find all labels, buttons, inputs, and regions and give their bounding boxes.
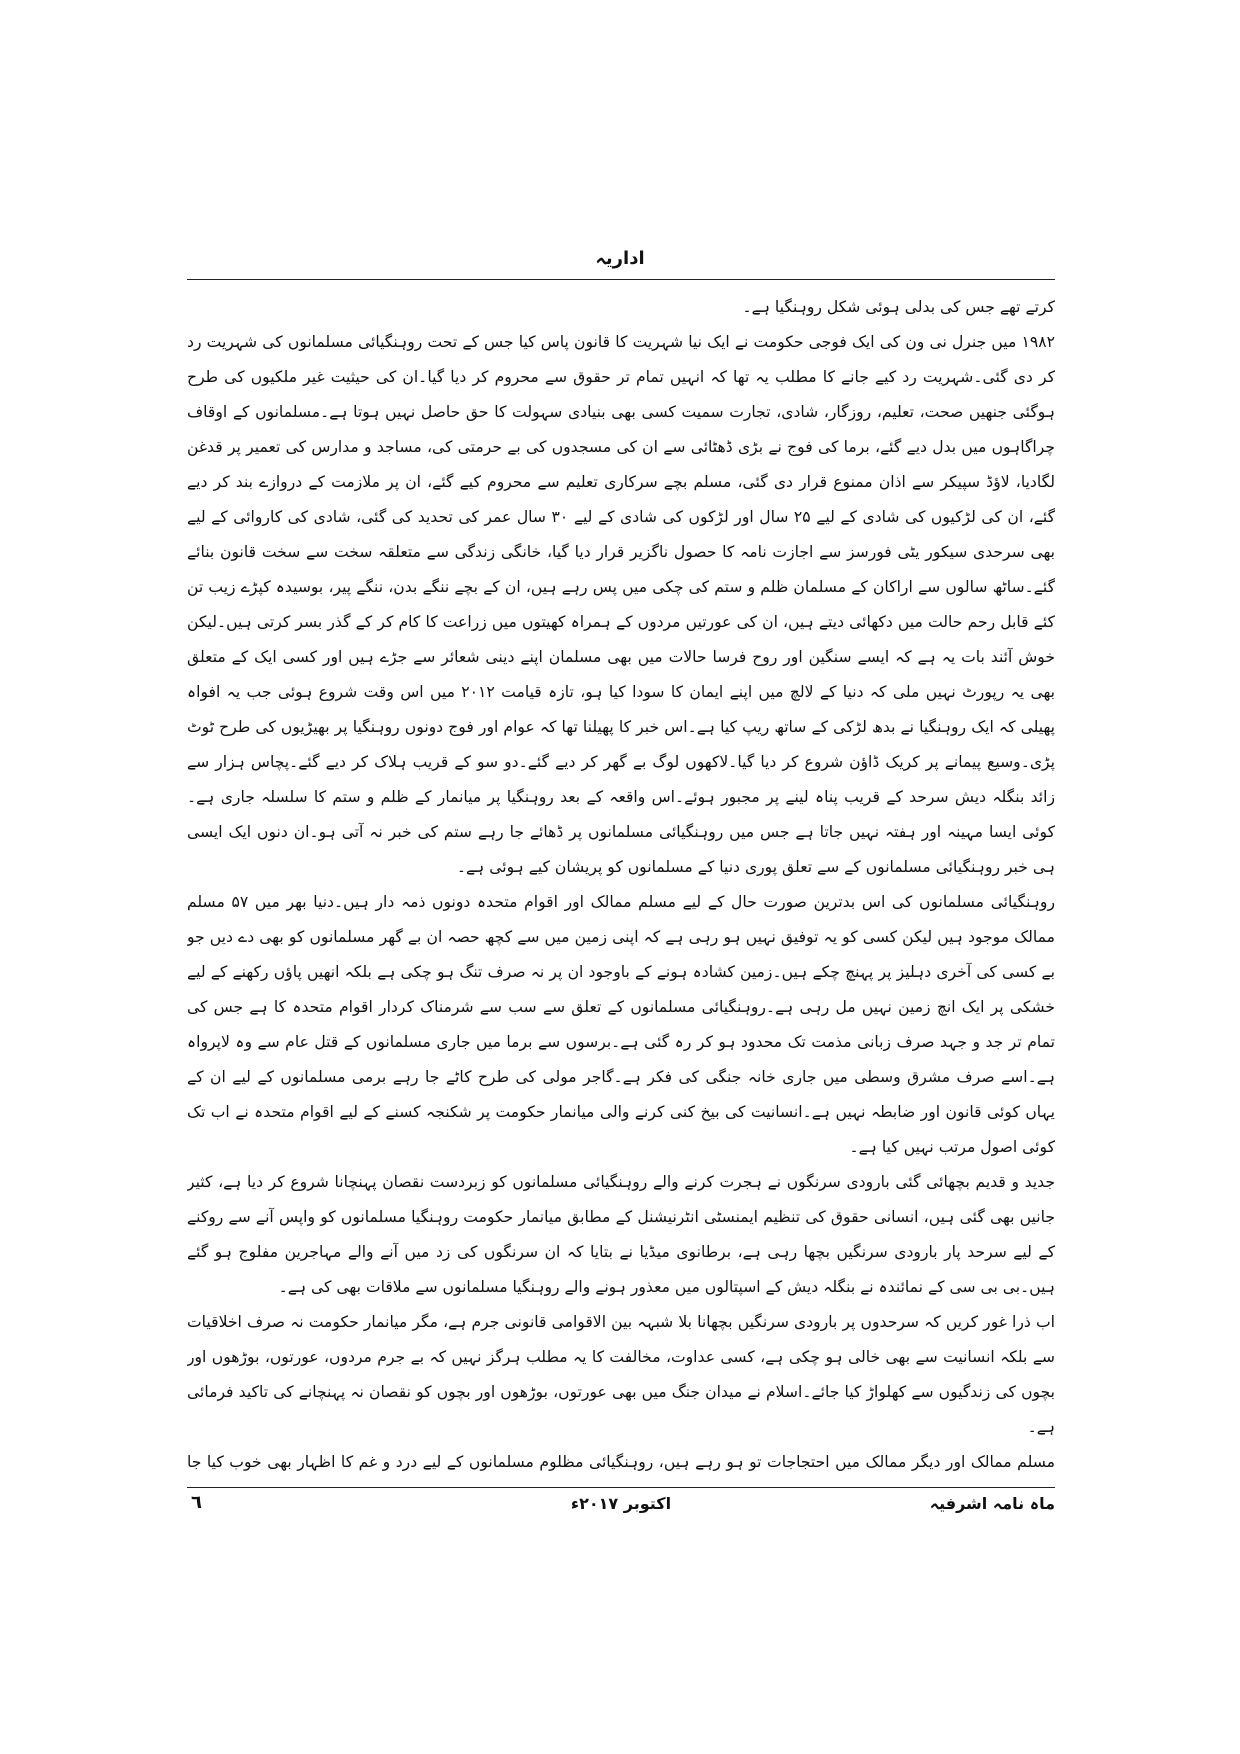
paragraph: جدید و قدیم بچھائی گئی بارودی سرنگوں نے ہجرت کرنے والے روہنگیائی مسلمانوں کو زبردست نقصان پہنچانا شروع کر دیا ہے، کثیر جانیں بھی گئی ہیں، انسانی حقوق کی تنظیم ایمنسٹی انٹرنیشنل کے مطابق میانمار حکومت روہنگیا مسلمانوں کو واپس آنے سے روکنے کے لیے سرحد پار بارودی سرنگیں بچھا رہی ہے، برطانوی میڈیا نے بتایا کہ ان سرنگوں کی زد میں آنے والے مہاجرین مفلوج ہو گئے ہیں۔بی بی سی کے نمائندہ نے بنگلہ دیش کے اسپتالوں میں معذور ہونے والے روہنگیا مسلمانوں سے ملاقات بھی کی ہے۔ bbox=[187, 1173, 1055, 1296]
page-number: ٦ bbox=[191, 1492, 202, 1513]
paragraph: کرتے تھے جس کی بدلی ہوئی شکل روہنگیا ہے۔ bbox=[742, 298, 1055, 316]
paragraph: اب ذرا غور کریں کہ سرحدوں پر بارودی سرنگیں بچھانا بلا شبہہ بین الاقوامی قانونی جرم ہے، مگر میانمار حکومت نہ صرف اخلاقیات سے بلکہ انسانیت سے بھی خالی ہو چکی ہے، کسی عداوت، مخالفت کا یہ مطلب ہرگز نہیں کہ بے جرم مردوں، عورتوں، بوڑھوں اور بچوں کی زندگیوں سے کھلواڑ کیا جائے۔اسلام نے میدان جنگ میں بھی عورتوں، بوڑھوں اور بچوں کو نقصان نہ پہنچانے کی تاکید فرمائی ہے۔ bbox=[187, 1313, 1055, 1436]
paragraph: ۱۹۸۲ میں جنرل نی ون کی ایک فوجی حکومت نے ایک نیا شہریت کا قانون پاس کیا جس کے تحت روہنگیائی مسلمانوں کی شہریت رد کر دی گئی۔شہریت رد کیے جانے کا مطلب یہ تھا کہ انہیں تمام تر حقوق سے محروم کر دیا گیا۔ان کی حیثیت غیر ملکیوں کی طرح ہوگئی جنھیں صحت، تعلیم، روزگار، شادی، تجارت سمیت کسی بھی بنیادی سہولت کا حق حاصل نہیں ہوتا ہے۔مسلمانوں کے اوقاف چراگاہوں میں بدل دیے گئے، برما کی فوج نے بڑی ڈھٹائی سے ان کی مسجدوں کی بے حرمتی کی، مساجد و مدارس کی تعمیر پر قدغن لگادیا، لاؤڈ سپیکر سے اذان ممنوع قرار دی گئی، مسلم بچے سرکاری تعلیم سے محروم کیے گئے، ان پر ملازمت کے دروازے بند کر دیے گئے، ان کی لڑکیوں کی شادی کے لیے ۲۵ سال اور لڑکوں کی شادی کے لیے ۳۰ سال عمر کی تحدید کی گئی، شادی کی کاروائی کے لیے بھی سرحدی سیکور یٹی فورسز سے اجازت نامہ کا حصول ناگزیر قرار دیا گیا، خانگی زندگی سے متعلقہ سخت سے سخت قانون بنائے گئے۔ساٹھ سالوں سے اراکان کے مسلمان ظلم و ستم کی چکی میں پس رہے ہیں، ان کے بچے ننگے بدن، ننگے پیر، بوسیدہ کپڑے زیب تن کئے قابل رحم حالت میں دکھائی دیتے ہیں، ان کی عورتیں مردوں کے ہمراہ کھیتوں میں زراعت کا کام کر کے گذر بسر کرتی ہیں۔لیکن خوش آئند بات یہ ہے کہ ایسے سنگین اور روح فرسا حالات میں بھی مسلمان اپنے دینی شعائر سے جڑے ہیں اور کسی ایک کے متعلق بھی یہ رپورٹ نہیں ملی کہ دنیا کے لالچ میں اپنے ایمان کا سودا کیا ہو، تازہ قیامت ۲۰۱۲ میں اس وقت شروع ہوئی جب یہ افواہ پھیلی کہ ایک روہنگیا نے بدھ لڑکی کے ساتھ ریپ کیا ہے۔اس خبر کا پھیلنا تھا کہ عوام اور فوج دونوں روہنگیا پر بھیڑیوں کی طرح ٹوٹ پڑی۔وسیع پیمانے پر کریک ڈاؤن شروع کر دیا گیا۔لاکھوں لوگ بے گھر کر دیے گئے۔دو سو کے قریب ہلاک کر دیے گئے۔پچاس ہزار سے زائد بنگلہ دیش سرحد کے قریب پناہ لینے پر مجبور ہوئے۔اس واقعہ کے بعد روہنگیا پر میانمار کے ظلم و ستم کا سلسلہ جاری ہے۔کوئی ایسا مہینہ اور ہفتہ نہیں جاتا ہے جس میں روہنگیائی مسلمانوں پر ڈھائے جا رہے ستم کی خبر نہ آتی ہو۔ان دنوں ایک ایسی ہی خبر روہنگیائی مسلمانوں کے سے تعلق پوری دنیا کے مسلمانوں کو پریشان کیے ہوئی ہے۔ bbox=[187, 333, 1055, 876]
footer-rule bbox=[187, 1487, 1055, 1488]
section-title: اداریہ bbox=[595, 248, 645, 269]
header-rule bbox=[187, 279, 1055, 280]
issue-date: اکتوبر ۲۰۱۷ء bbox=[570, 1494, 672, 1513]
page-footer bbox=[187, 1494, 1055, 1524]
article-body bbox=[187, 290, 1055, 1485]
paragraph: روہنگیائی مسلمانوں کی اس بدترین صورت حال کے لیے مسلم ممالک اور اقوام متحدہ دونوں ذمہ دار ہیں۔دنیا بھر میں ۵۷ مسلم ممالک موجود ہیں لیکن کسی کو یہ توفیق نہیں ہو رہی ہے کہ اپنی زمین میں سے کچھ حصہ ان بے گھر مسلمانوں کو بھی دے دیں جو بے کسی کی آخری دہلیز پر پہنچ چکے ہیں۔زمین کشادہ ہونے کے باوجود ان پر نہ صرف تنگ ہو چکی ہے بلکہ انھیں پاؤں رکھنے کے لیے خشکی پر ایک انچ زمین نہیں مل رہی ہے۔روہنگیائی مسلمانوں کے تعلق سے سب سے شرمناک کردار اقوام متحدہ کا ہے جس کی تمام تر جد و جہد صرف زبانی مذمت تک محدود ہو کر رہ گئی ہے۔برسوں سے برما میں جاری مسلمانوں کے قتل عام سے وہ لاپرواہ ہے۔اسے صرف مشرق وسطی میں جاری خانہ جنگی کی فکر ہے۔گاجر مولی کی طرح کاٹے جا رہے برمی مسلمانوں کے لیے ان کے یہاں کوئی قانون اور ضابطہ نہیں ہے۔انسانیت کی بیخ کنی کرنے والی میانمار حکومت پر شکنجہ کسنے کے لیے اقوام متحدہ نے اب تک کوئی اصول مرتب نہیں کیا ہے۔ bbox=[187, 893, 1055, 1156]
magazine-name: ماہ نامہ اشرفیہ bbox=[929, 1494, 1055, 1513]
paragraph: مسلم ممالک اور دیگر ممالک میں احتجاجات تو ہو رہے ہیں، روہنگیائی مظلوم مسلمانوں کے لیے درد و غم کا اظہار بھی خوب کیا جا bbox=[187, 1453, 1055, 1471]
